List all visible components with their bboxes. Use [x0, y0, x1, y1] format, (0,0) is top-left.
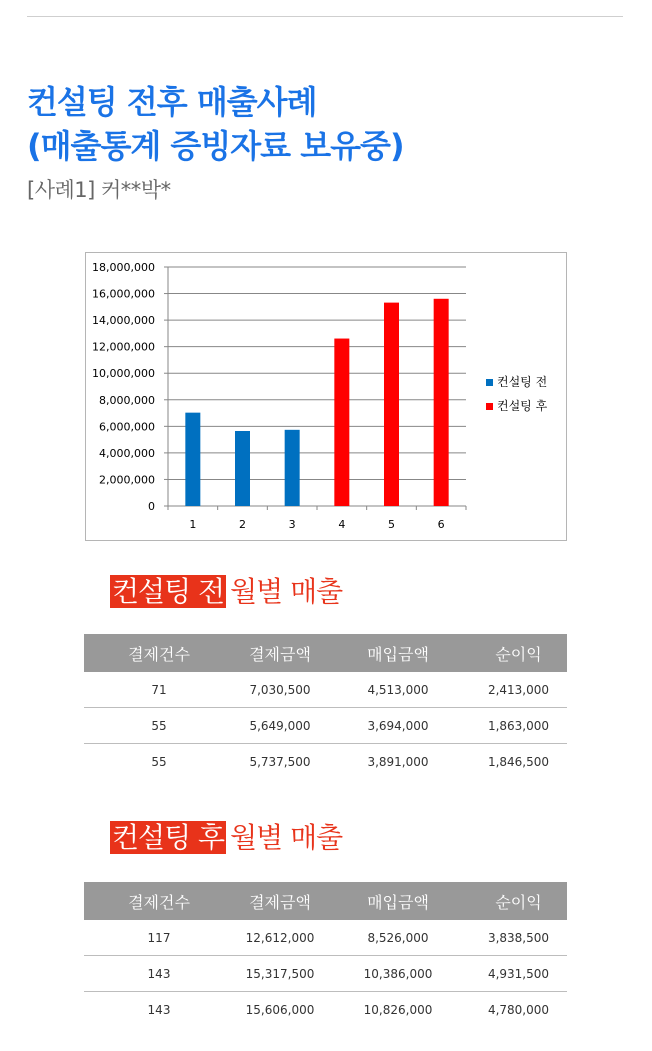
x-tick-label: 3 [288, 518, 296, 531]
col-header-net-profit: 순이익 [470, 634, 567, 672]
cell-payment-amount: 12,612,000 [234, 920, 326, 956]
x-tick-label: 1 [189, 518, 197, 531]
page-title-line1: 컨설팅 전후 매출사례 [27, 83, 317, 121]
y-tick-label: 6,000,000 [99, 420, 155, 434]
table-header-row [84, 634, 567, 672]
cell-purchase-amount: 10,826,000 [363, 1002, 433, 1017]
col-header-payment-amount: 결제금액 [234, 882, 326, 920]
cell-net-profit: 4,780,000 [487, 1002, 550, 1017]
bar [185, 413, 200, 506]
top-divider [27, 16, 623, 17]
before-title-rest: 월별 매출 [230, 575, 343, 608]
cell-purchase-amount: 3,694,000 [326, 708, 470, 744]
col-header-payment-amount: 결제금액 [234, 634, 326, 672]
table-row [84, 744, 567, 780]
cell-purchase-amount: 3,891,000 [367, 754, 429, 769]
cell-payment-count: 55 [151, 754, 167, 769]
legend-label: 컨설팅 전 [497, 375, 548, 389]
table-row [84, 992, 567, 1028]
after-title-rest: 월별 매출 [230, 821, 343, 854]
after-title-highlight: 컨설팅 후 [112, 821, 225, 854]
table-row [84, 708, 567, 744]
cell-payment-count: 55 [84, 708, 234, 744]
cell-payment-amount: 15,317,500 [234, 956, 326, 992]
y-tick-label: 16,000,000 [92, 287, 155, 301]
legend-label: 컨설팅 후 [497, 399, 548, 413]
x-tick-label: 5 [388, 518, 395, 531]
after-section-title [110, 816, 342, 856]
y-tick-label: 14,000,000 [92, 314, 155, 328]
col-header-purchase-amount: 매입금액 [326, 882, 470, 920]
y-tick-label: 10,000,000 [92, 367, 155, 381]
cell-payment-amount: 15,606,000 [245, 1002, 315, 1017]
before-title-highlight: 컨설팅 전 [112, 575, 225, 608]
bar [334, 339, 349, 506]
cell-net-profit: 1,846,500 [487, 754, 550, 769]
before-section-title [110, 570, 342, 610]
case-label: [사례1] 커**박* [27, 178, 171, 202]
cell-payment-amount: 5,737,500 [249, 754, 311, 769]
cell-payment-amount: 5,649,000 [234, 708, 326, 744]
y-tick-label: 2,000,000 [99, 473, 155, 487]
page-title [27, 80, 404, 168]
cell-payment-count: 117 [84, 920, 234, 956]
col-header-purchase-amount: 매입금액 [326, 634, 470, 672]
x-tick-label: 6 [437, 518, 445, 531]
cell-net-profit: 4,931,500 [470, 956, 567, 992]
sales-chart [85, 252, 567, 541]
y-tick-label: 4,000,000 [99, 446, 155, 460]
cell-payment-count: 71 [84, 672, 234, 708]
page-title-line2: (매출통계 증빙자료 보유중) [27, 127, 404, 165]
y-tick-label: 18,000,000 [92, 261, 155, 274]
cell-net-profit: 3,838,500 [470, 920, 567, 956]
after-sales-table [84, 882, 567, 1027]
legend-swatch [486, 403, 493, 410]
y-tick-label: 12,000,000 [92, 340, 155, 354]
bar [285, 430, 300, 506]
x-tick-label: 2 [239, 518, 246, 531]
cell-payment-count: 143 [147, 1002, 171, 1017]
col-header-net-profit: 순이익 [470, 882, 567, 920]
bar [434, 299, 449, 506]
y-tick-label: 0 [148, 500, 155, 513]
cell-purchase-amount: 4,513,000 [326, 672, 470, 708]
cell-payment-count: 143 [84, 956, 234, 992]
table-row [84, 920, 567, 956]
cell-purchase-amount: 8,526,000 [326, 920, 470, 956]
table-row [84, 956, 567, 992]
col-header-payment-count: 결제건수 [84, 882, 234, 920]
sales-chart-svg [86, 253, 566, 540]
bar [384, 303, 399, 506]
cell-payment-amount: 7,030,500 [234, 672, 326, 708]
cell-purchase-amount: 10,386,000 [326, 956, 470, 992]
cell-net-profit: 1,863,000 [470, 708, 567, 744]
table-row [84, 672, 567, 708]
y-tick-label: 8,000,000 [99, 393, 155, 407]
legend-swatch [486, 379, 493, 386]
col-header-payment-count: 결제건수 [84, 634, 234, 672]
bar [235, 431, 250, 506]
before-sales-table [84, 634, 567, 779]
x-tick-label: 4 [338, 518, 346, 531]
cell-net-profit: 2,413,000 [470, 672, 567, 708]
table-header-row [84, 882, 567, 920]
